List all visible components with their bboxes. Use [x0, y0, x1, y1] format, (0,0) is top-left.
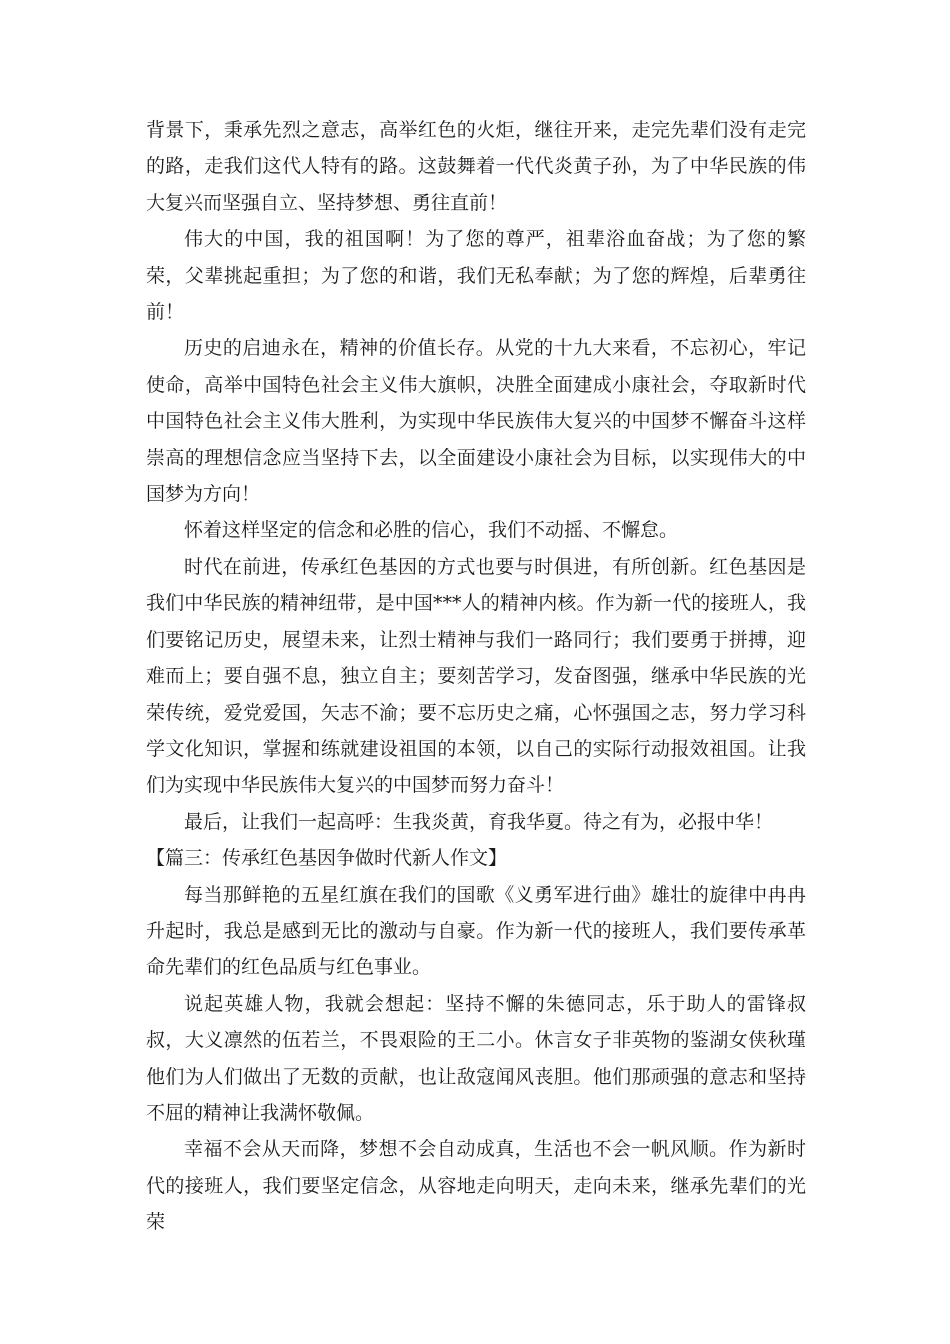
paragraph: 最后，让我们一起高呼：生我炎黄，育我华夏。待之有为，必报中华！	[184, 810, 774, 833]
paragraph: 幸福不会从天而降，梦想不会自动成真，生活也不会一帆风顺。作为新时代的接班人，我们要坚定信念，从容地走向明天，走向未来，继承先辈们的光荣	[146, 1138, 806, 1234]
section-heading: 【篇三：传承红色基因争做时代新人作文】	[146, 847, 508, 870]
paragraph: 每当那鲜艳的五星红旗在我们的国歌《义勇军进行曲》雄壮的旋律中冉冉升起时，我总是感到无比的激动与自豪。作为新一代的接班人，我们要传承革命先辈们的红色品质与红色事业。	[146, 883, 806, 979]
paragraph: 时代在前进，传承红色基因的方式也要与时俱进，有所创新。红色基因是我们中华民族的精神纽带，是中国***人的精神内核。作为新一代的接班人，我们要铭记历史，展望未来，让烈士精神与我们一路同行；我们要勇于拼搏，迎难而上；要自强不息，独立自主；要刻苦学习，发奋图强，继承中华民族的光荣传统，爱党爱国，矢志不渝；要不忘历史之痛，心怀强国之志，努力学习科学文化知识，掌握和练就建设祖国的本领，以自己的实际行动报效祖国。让我们为实现中华民族伟大复兴的中国梦而努力奋斗！	[146, 555, 806, 797]
paragraph: 伟大的中国，我的祖国啊！为了您的尊严，祖辈浴血奋战；为了您的繁荣，父辈挑起重担；为了您的和谐，我们无私奉献；为了您的辉煌，后辈勇往前！	[146, 228, 806, 324]
paragraph-continuation: 背景下，秉承先烈之意志，高举红色的火炬，继往开来，走完先辈们没有走完的路，走我们这代人特有的路。这鼓舞着一代代炎黄子孙，为了中华民族的伟大复兴而坚强自立、坚持梦想、勇往直前！	[146, 119, 806, 214]
paragraph: 怀着这样坚定的信念和必胜的信心，我们不动摇、不懈怠。	[184, 519, 679, 542]
paragraph: 历史的启迪永在，精神的价值长存。从党的十九大来看，不忘初心，牢记使命，高举中国特色社会主义伟大旗帜，决胜全面建成小康社会，夺取新时代中国特色社会主义伟大胜利，为实现中华民族伟大复兴的中国梦不懈奋斗这样崇高的理想信念应当坚持下去，以全面建设小康社会为目标，以实现伟大的中国梦为方向！	[146, 337, 806, 506]
document-page	[146, 112, 806, 1241]
paragraph: 说起英雄人物，我就会想起：坚持不懈的朱德同志，乐于助人的雷锋叔叔，大义凛然的伍若兰，不畏艰险的王二小。休言女子非英物的鉴湖女侠秋瑾他们为人们做出了无数的贡献，也让敌寇闻风丧胆。他们那顽强的意志和坚持不屈的精神让我满怀敬佩。	[146, 992, 806, 1124]
